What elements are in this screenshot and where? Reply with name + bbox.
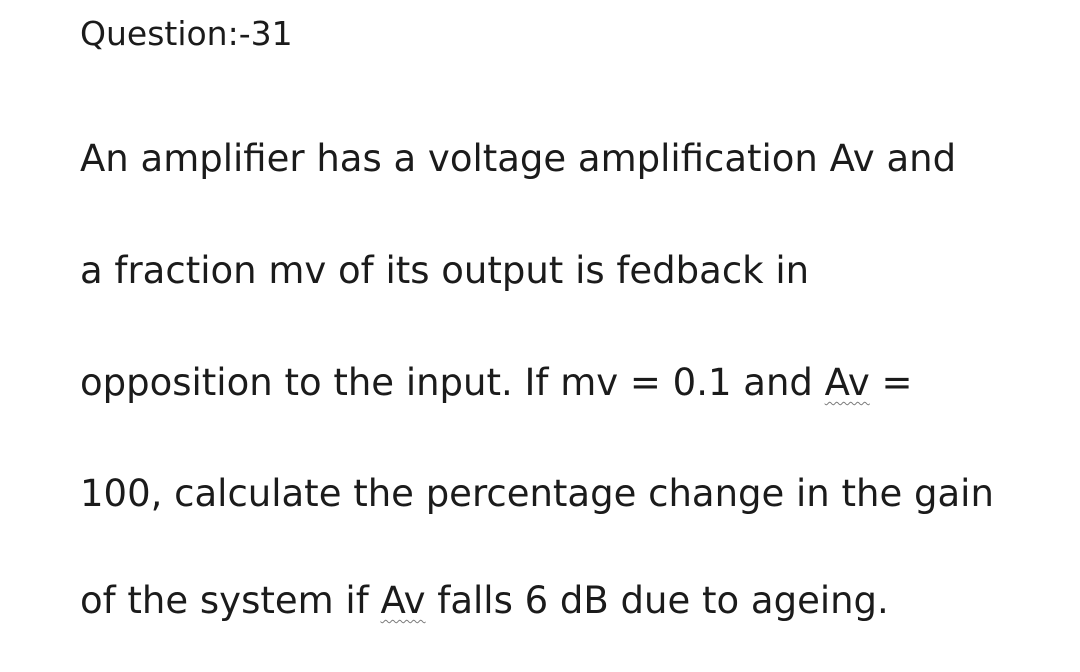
question-text-line-2: a fraction mv of its output is fedback in bbox=[80, 249, 810, 292]
line-5-end: falls 6 dB due to ageing. bbox=[425, 579, 889, 622]
question-text-line-1: An amplifier has a voltage amplification Av and bbox=[80, 137, 957, 180]
question-text-line-5 bbox=[80, 573, 889, 629]
question-number: Question:-31 bbox=[80, 14, 293, 53]
spellcheck-flagged-word: Av bbox=[380, 579, 426, 622]
question-text-line-4: 100, calculate the percentage change in the gain bbox=[80, 472, 994, 515]
line-3-start: opposition to the input. If mv = 0.1 and bbox=[80, 361, 825, 404]
spellcheck-flagged-word: Av bbox=[824, 361, 870, 404]
line-3-end: = bbox=[869, 361, 913, 404]
line-5-start: of the system if bbox=[80, 579, 381, 622]
question-text-line-3 bbox=[80, 355, 912, 411]
